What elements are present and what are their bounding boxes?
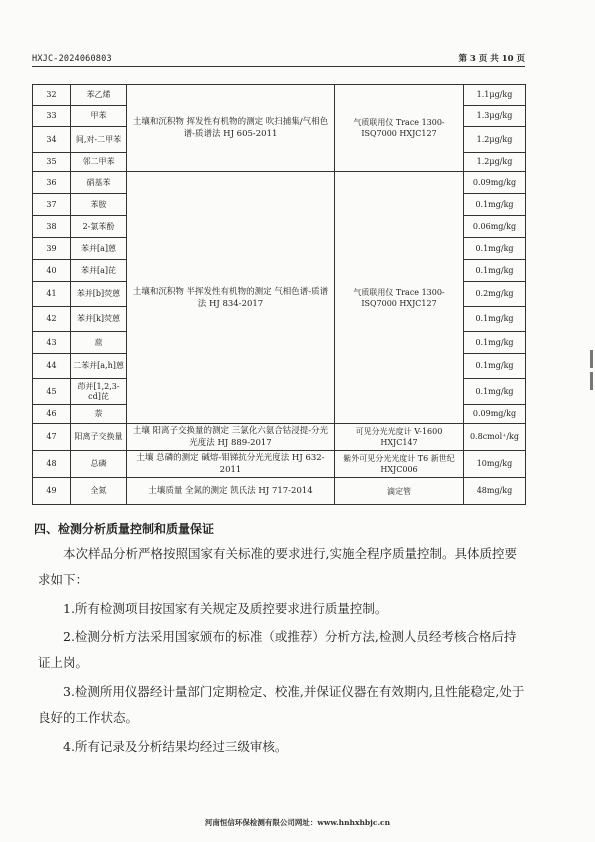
method-cell: 土壤和沉积物 挥发性有机物的测定 吹扫捕集/气相色谱-质谱法 HJ 605-2011 — [127, 85, 335, 172]
item-name: 萘 — [71, 405, 127, 424]
page-header — [32, 48, 525, 67]
method-cell: 土壤 阳离子交换量的测定 三氯化六氨合钴浸提-分光光度法 HJ 889-2017 — [127, 424, 335, 451]
row-number: 37 — [33, 194, 71, 216]
row-number: 40 — [33, 260, 71, 282]
row-number: 39 — [33, 238, 71, 260]
item-name: 苯并[a]蒽 — [71, 238, 127, 260]
instrument-cell: 可见分光光度计 V-1600 HXJC147 — [335, 424, 464, 451]
item-name: 苯乙烯 — [71, 85, 127, 106]
item-name: 硝基苯 — [71, 172, 127, 194]
item-name: 二苯并[a,h]蒽 — [71, 354, 127, 379]
detection-limit: 10mg/kg — [464, 451, 526, 478]
page-footer: 河南恒信环保检测有限公司网址：www.hnhxhbjc.cn — [204, 818, 391, 827]
section-title: 四、检测分析质量控制和质量保证 — [34, 522, 215, 536]
detection-limit: 0.1mg/kg — [464, 307, 526, 332]
quality-control-item: 2.检测分析方法采用国家颁布的标准（或推荐）分析方法,检测人员经考核合格后持证上岗。 — [38, 629, 517, 670]
detection-limit: 0.1mg/kg — [464, 354, 526, 379]
item-name: 苯并[a]芘 — [71, 260, 127, 282]
item-name: 苯并[b]荧蒽 — [71, 282, 127, 307]
item-name: 间,对-二甲苯 — [71, 127, 127, 153]
detection-method-table — [32, 84, 526, 505]
detection-limit: 1.2μg/kg — [464, 153, 526, 172]
quality-control-item: 4.所有记录及分析结果均经过三级审核。 — [63, 739, 288, 754]
table-row — [33, 85, 526, 106]
row-number: 47 — [33, 424, 71, 451]
detection-limit: 1.3μg/kg — [464, 106, 526, 127]
detection-limit: 0.1mg/kg — [464, 332, 526, 354]
item-name: 全氮 — [71, 478, 127, 505]
row-number: 36 — [33, 172, 71, 194]
row-number: 43 — [33, 332, 71, 354]
page-number: 第 3 页 共 10 页 — [458, 54, 525, 64]
report-number: HXJC-2024060803 — [32, 54, 112, 64]
row-number: 42 — [33, 307, 71, 332]
item-name: 䓛 — [71, 332, 127, 354]
detection-limit: 0.1mg/kg — [464, 260, 526, 282]
detection-limit: 0.2mg/kg — [464, 282, 526, 307]
method-cell: 土壤和沉积物 半挥发性有机物的测定 气相色谱-质谱法 HJ 834-2017 — [127, 172, 335, 424]
row-number: 46 — [33, 405, 71, 424]
scan-edge-mark — [590, 372, 593, 390]
detection-limit: 0.8cmol⁺/kg — [464, 424, 526, 451]
item-name: 阳离子交换量 — [71, 424, 127, 451]
item-name: 甲苯 — [71, 106, 127, 127]
quality-control-item: 3.检测所用仪器经计量部门定期检定、校准,并保证仪器在有效期内,且性能稳定,处于良好的工作状态。 — [38, 684, 525, 725]
instrument-cell: 紫外可见分光光度计 T6 新世纪 HXJC006 — [335, 451, 464, 478]
row-number: 38 — [33, 216, 71, 238]
row-number: 44 — [33, 354, 71, 379]
instrument-cell: 气质联用仪 Trace 1300-ISQ7000 HXJC127 — [335, 172, 464, 424]
row-number: 49 — [33, 478, 71, 505]
quality-control-intro: 本次样品分析严格按照国家有关标准的要求进行,实施全程序质量控制。具体质控要求如下： — [38, 546, 517, 587]
detection-limit: 0.1mg/kg — [464, 238, 526, 260]
item-name: 茚并[1,2,3-cd]芘 — [71, 379, 127, 405]
detection-limit: 0.09mg/kg — [464, 172, 526, 194]
table-row — [33, 451, 526, 478]
detection-limit: 0.1mg/kg — [464, 379, 526, 405]
detection-limit: 1.2μg/kg — [464, 127, 526, 153]
row-number: 33 — [33, 106, 71, 127]
row-number: 35 — [33, 153, 71, 172]
method-cell: 土壤 总磷的测定 碱熔-钼锑抗分光光度法 HJ 632-2011 — [127, 451, 335, 478]
item-name: 2-氯苯酚 — [71, 216, 127, 238]
detection-limit: 48mg/kg — [464, 478, 526, 505]
item-name: 苯胺 — [71, 194, 127, 216]
detection-limit: 0.06mg/kg — [464, 216, 526, 238]
row-number: 41 — [33, 282, 71, 307]
item-name: 苯并[k]荧蒽 — [71, 307, 127, 332]
instrument-cell: 气质联用仪 Trace 1300-ISQ7000 HXJC127 — [335, 85, 464, 172]
instrument-cell: 滴定管 — [335, 478, 464, 505]
row-number: 48 — [33, 451, 71, 478]
method-cell: 土壤质量 全氮的测定 凯氏法 HJ 717-2014 — [127, 478, 335, 505]
table-row — [33, 424, 526, 451]
detection-limit: 0.1mg/kg — [464, 194, 526, 216]
table-row — [33, 172, 526, 194]
item-name: 邻二甲苯 — [71, 153, 127, 172]
row-number: 34 — [33, 127, 71, 153]
scan-edge-mark — [590, 350, 593, 368]
row-number: 45 — [33, 379, 71, 405]
table-row — [33, 478, 526, 505]
detection-limit: 1.1μg/kg — [464, 85, 526, 106]
quality-control-item: 1.所有检测项目按国家有关规定及质控要求进行质量控制。 — [63, 601, 388, 616]
row-number: 32 — [33, 85, 71, 106]
item-name: 总磷 — [71, 451, 127, 478]
detection-limit: 0.09mg/kg — [464, 405, 526, 424]
